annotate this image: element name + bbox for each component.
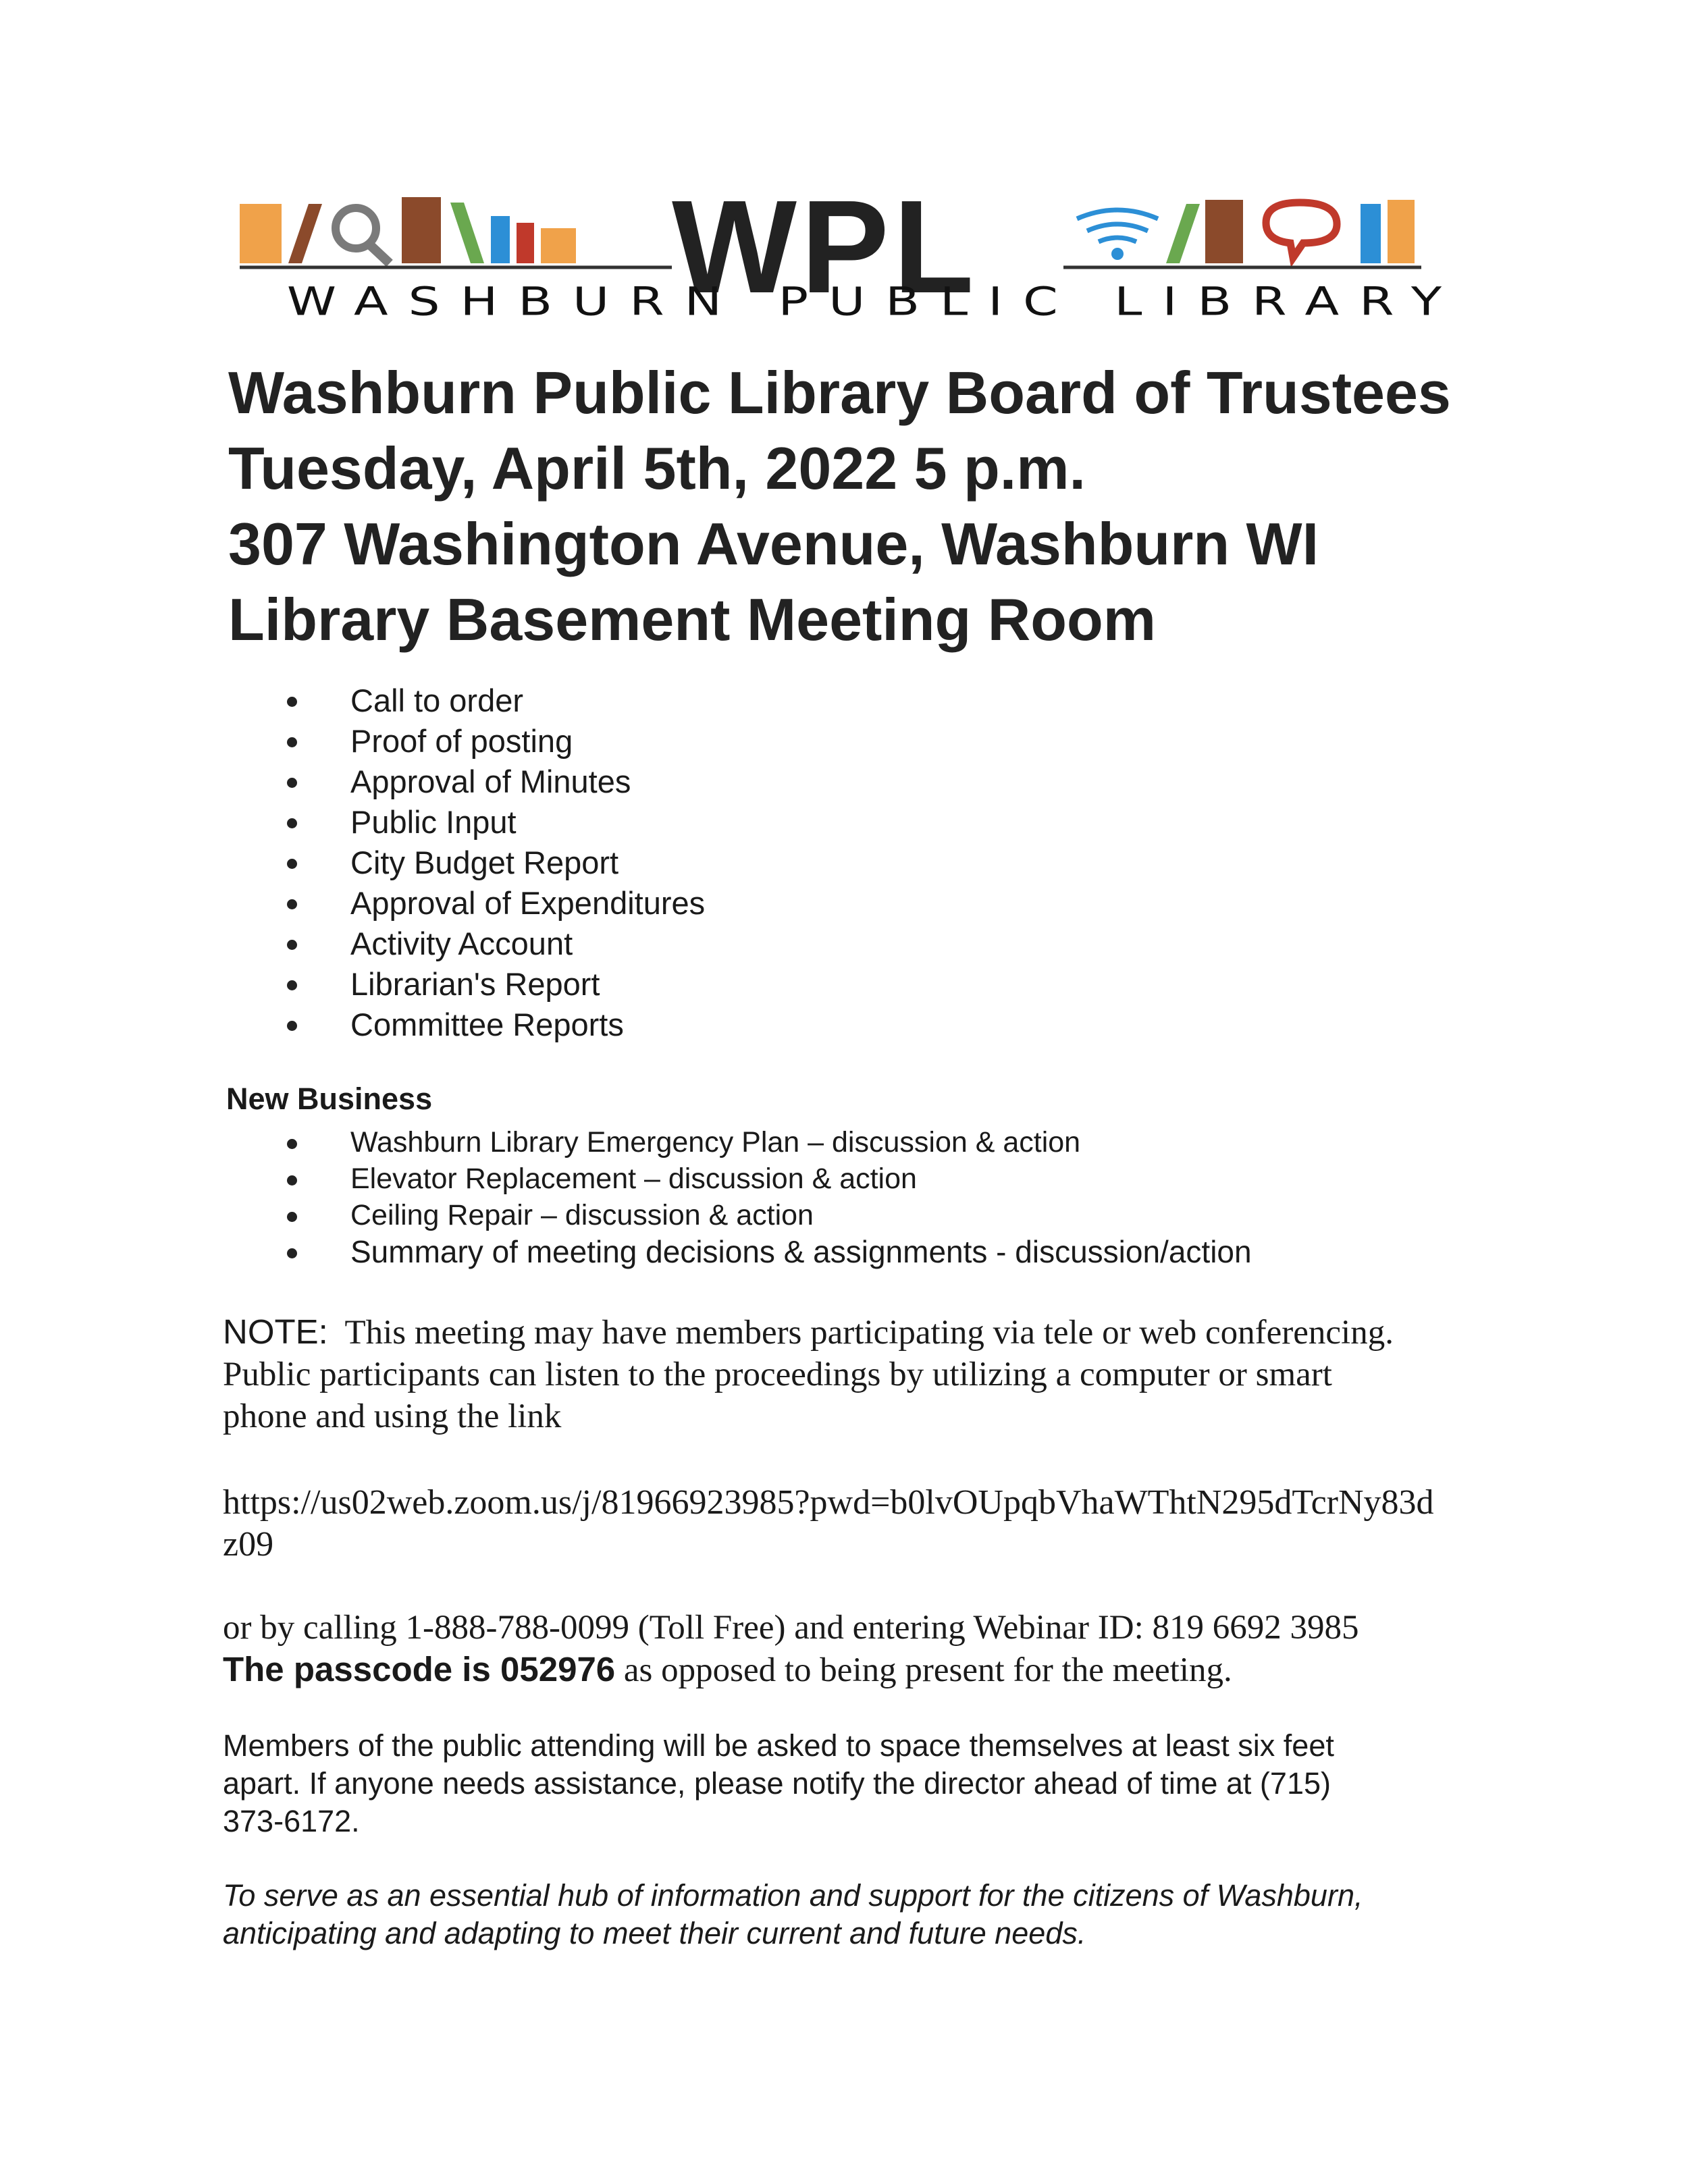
- attendance-line: apart. If anyone needs assistance, please notify the director ahead of time at (715): [223, 1766, 1331, 1801]
- bullet-icon: [287, 737, 297, 747]
- meeting-date: Tuesday, April 5th, 2022 5 p.m.: [228, 435, 1086, 502]
- bullet-icon: [287, 697, 297, 707]
- meeting-room: Library Basement Meeting Room: [228, 586, 1157, 653]
- bullet-icon: [287, 980, 297, 990]
- zoom-link-line[interactable]: z09: [223, 1525, 274, 1564]
- bullet-icon: [287, 1212, 297, 1222]
- new-business-heading: New Business: [226, 1082, 433, 1116]
- bullet-icon: [287, 859, 297, 869]
- bullet-icon: [287, 1021, 297, 1031]
- attendance-notice: [223, 1727, 1334, 1840]
- passcode-rest: as opposed to being present for the meeting.: [615, 1651, 1232, 1689]
- conferencing-note: [223, 1311, 1394, 1437]
- note-label: NOTE:: [223, 1312, 328, 1351]
- mission-statement: [223, 1877, 1363, 1952]
- meeting-address: 307 Washington Avenue, Washburn WI: [228, 510, 1319, 577]
- attendance-line: 373-6172.: [223, 1804, 360, 1838]
- bullet-icon: [287, 1248, 297, 1258]
- meeting-title: Washburn Public Library Board of Trustees: [228, 359, 1451, 426]
- mission-line: To serve as an essential hub of information and support for the citizens of Washburn,: [223, 1878, 1363, 1913]
- bullet-icon: [287, 778, 297, 788]
- logo-subtitle: WASHBURN PUBLIC LIBRARY: [286, 279, 1462, 325]
- calling-line: or by calling 1-888-788-0099 (Toll Free) and entering Webinar ID: 819 6692 3985: [223, 1609, 1359, 1647]
- note-line: Public participants can listen to the proceedings by utilizing a computer or smart: [223, 1356, 1332, 1393]
- bullet-icon: [287, 1139, 297, 1149]
- zoom-link[interactable]: [223, 1482, 1434, 1566]
- attendance-line: Members of the public attending will be asked to space themselves at least six feet: [223, 1728, 1334, 1763]
- zoom-link-line[interactable]: https://us02web.zoom.us/j/81966923985?pwd=b0lvOUpqbVhaWThtN295dTcrNy83d: [223, 1483, 1434, 1522]
- meeting-notice-page: WPL WASHBURN PUBLIC LIBRARY Washburn Public Library Board of Trustees Tuesday, April 5th, 2022 5 p.m. 307 Washington Avenue, Washburn WI Library Basement Meeting Room Call to order Proof of posting Approval of Minutes Public Input City Budget Report Approval of Expenditures Activity Account Librarian's Report Committee Reports New Business Washburn Library Emergency Plan – discussion & action Elevator Replacement – discussion & action Ceiling Repair – discussion & action Summary of meeting decisions & assignments - discussion/action NOTE: This meeting may have members participating via tele or web conferencing. Public participants can listen to the proceedings by utilizing a computer or smart phone and using the link https://us02web.zoom.us/j/81966923985?pwd=b0lvOUpqbVhaWThtN295dTcrNy83d z09 or by calling 1-888-788-0099 (Toll Free) and entering Webinar ID: 819 6692 3985 The passcode is 052976 as opposed to being present for the meeting. Members of the public attending will be asked to space themselves at least six feet apart. If anyone needs assistance, please notify the director ahead of time at (715) 373-6172. To serve as an essential hub of information and support for the citizens of Washburn, anticipating and adapting to meet their current and future needs.: [0, 0, 1688, 2184]
- bullet-icon: [287, 818, 297, 828]
- note-line: This meeting may have members participating via tele or web conferencing.: [344, 1314, 1394, 1352]
- passcode-label: The passcode is 052976: [223, 1650, 616, 1688]
- bullet-icon: [287, 899, 297, 909]
- mission-line: anticipating and adapting to meet their current and future needs.: [223, 1916, 1086, 1950]
- logo-wordmark: WPL: [672, 173, 978, 321]
- note-line: phone and using the link: [223, 1397, 562, 1435]
- calling-info: [223, 1607, 1359, 1691]
- bullet-icon: [287, 1175, 297, 1186]
- bullet-icon: [287, 940, 297, 950]
